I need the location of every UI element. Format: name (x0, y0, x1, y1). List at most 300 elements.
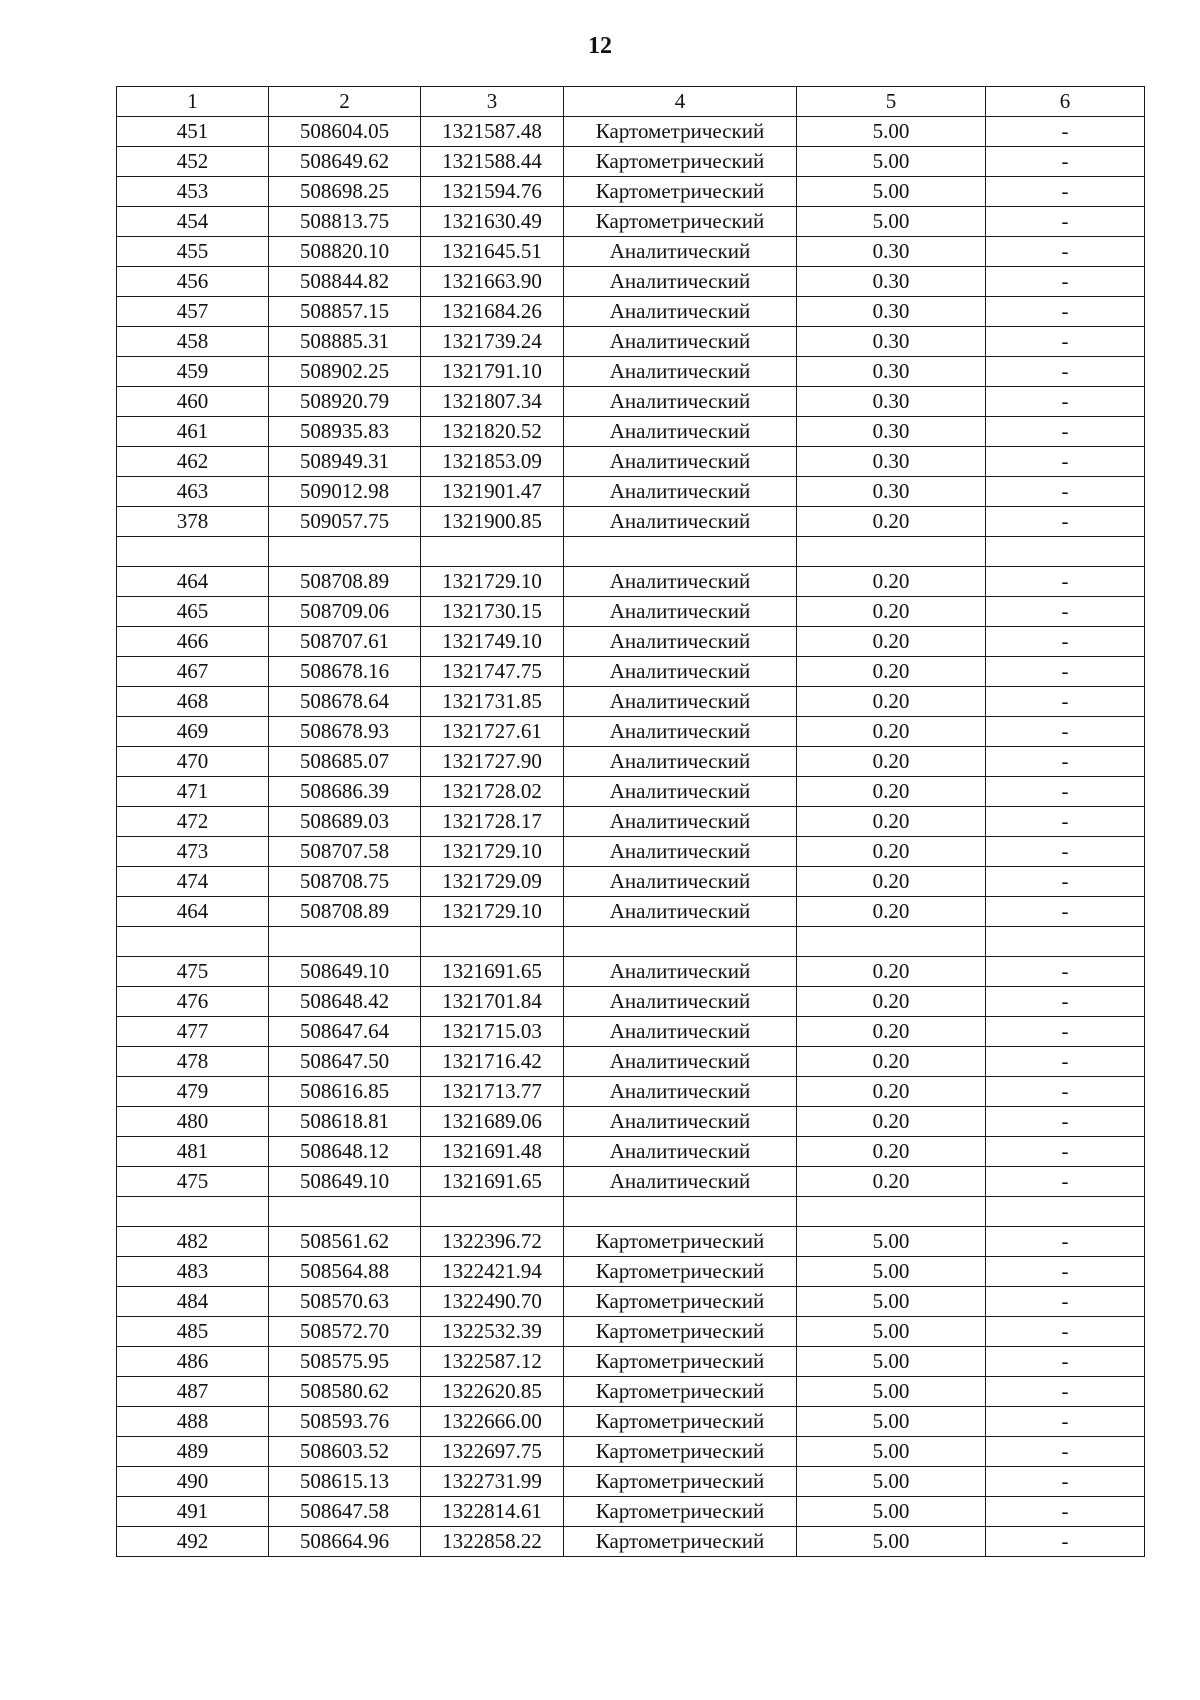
cell-point-number: 453 (117, 177, 269, 207)
cell-method: Аналитический (564, 447, 797, 477)
table-row (117, 327, 1145, 357)
table-row (117, 507, 1145, 537)
cell-point-number: 480 (117, 1107, 269, 1137)
table-row (117, 1377, 1145, 1407)
cell-x: 508685.07 (269, 747, 421, 777)
header-cell-y: 3 (421, 87, 564, 117)
cell-y: 1322858.22 (421, 1527, 564, 1557)
cell-y: 1321727.90 (421, 747, 564, 777)
cell-y (421, 537, 564, 567)
cell-x: 508572.70 (269, 1317, 421, 1347)
cell-y: 1321729.09 (421, 867, 564, 897)
cell-point-number: 456 (117, 267, 269, 297)
cell-accuracy: 0.30 (797, 237, 986, 267)
cell-accuracy: 5.00 (797, 1257, 986, 1287)
cell-method: Картометрический (564, 1347, 797, 1377)
cell-x: 508664.96 (269, 1527, 421, 1557)
cell-point-number: 465 (117, 597, 269, 627)
cell-y: 1321701.84 (421, 987, 564, 1017)
cell-point-number: 475 (117, 957, 269, 987)
cell-accuracy: 0.20 (797, 507, 986, 537)
cell-x: 508649.62 (269, 147, 421, 177)
table-row (117, 1227, 1145, 1257)
cell-accuracy: 5.00 (797, 1497, 986, 1527)
cell-point-number: 462 (117, 447, 269, 477)
table-row (117, 597, 1145, 627)
table-row (117, 897, 1145, 927)
cell-point-number: 458 (117, 327, 269, 357)
cell-y: 1321691.65 (421, 1167, 564, 1197)
cell-accuracy: 0.20 (797, 1107, 986, 1137)
cell-method: Картометрический (564, 1377, 797, 1407)
cell-accuracy: 0.30 (797, 267, 986, 297)
cell-x: 508678.64 (269, 687, 421, 717)
cell-point-number: 378 (117, 507, 269, 537)
cell-accuracy: 0.20 (797, 627, 986, 657)
cell-x: 508935.83 (269, 417, 421, 447)
cell-point-number: 476 (117, 987, 269, 1017)
table-row (117, 777, 1145, 807)
cell-method: Аналитический (564, 687, 797, 717)
cell-x: 508708.89 (269, 567, 421, 597)
cell-y (421, 927, 564, 957)
cell-accuracy: 0.20 (797, 1017, 986, 1047)
cell-point-number: 479 (117, 1077, 269, 1107)
cell-point-number (117, 1197, 269, 1227)
cell-accuracy: 0.30 (797, 387, 986, 417)
cell-x: 508902.25 (269, 357, 421, 387)
table-row (117, 837, 1145, 867)
cell-accuracy: 0.20 (797, 1137, 986, 1167)
cell-description: - (986, 1497, 1145, 1527)
cell-description: - (986, 567, 1145, 597)
table-row (117, 1017, 1145, 1047)
cell-x: 508813.75 (269, 207, 421, 237)
table-row (117, 147, 1145, 177)
cell-point-number: 463 (117, 477, 269, 507)
cell-method: Картометрический (564, 1527, 797, 1557)
cell-description: - (986, 1467, 1145, 1497)
table-row (117, 207, 1145, 237)
table-row (117, 1287, 1145, 1317)
cell-description: - (986, 417, 1145, 447)
cell-x (269, 1197, 421, 1227)
cell-accuracy: 0.20 (797, 567, 986, 597)
cell-method: Аналитический (564, 327, 797, 357)
cell-x: 508561.62 (269, 1227, 421, 1257)
cell-point-number (117, 927, 269, 957)
table-row (117, 807, 1145, 837)
cell-description: - (986, 747, 1145, 777)
cell-description: - (986, 207, 1145, 237)
cell-point-number: 491 (117, 1497, 269, 1527)
header-cell-point-number: 1 (117, 87, 269, 117)
cell-y: 1321663.90 (421, 267, 564, 297)
cell-description (986, 1197, 1145, 1227)
table-row (117, 1437, 1145, 1467)
cell-y: 1321730.15 (421, 597, 564, 627)
cell-accuracy: 5.00 (797, 1437, 986, 1467)
cell-accuracy: 5.00 (797, 1317, 986, 1347)
cell-accuracy: 0.30 (797, 327, 986, 357)
cell-description: - (986, 987, 1145, 1017)
cell-method: Аналитический (564, 1047, 797, 1077)
cell-accuracy: 0.20 (797, 987, 986, 1017)
cell-x: 508649.10 (269, 1167, 421, 1197)
cell-description: - (986, 777, 1145, 807)
cell-point-number: 485 (117, 1317, 269, 1347)
cell-y: 1321728.17 (421, 807, 564, 837)
cell-point-number: 454 (117, 207, 269, 237)
cell-description: - (986, 477, 1145, 507)
cell-point-number: 471 (117, 777, 269, 807)
cell-point-number: 459 (117, 357, 269, 387)
cell-accuracy: 5.00 (797, 1347, 986, 1377)
cell-method: Аналитический (564, 237, 797, 267)
cell-description: - (986, 1317, 1145, 1347)
cell-point-number: 483 (117, 1257, 269, 1287)
cell-point-number (117, 537, 269, 567)
cell-y (421, 1197, 564, 1227)
cell-x (269, 537, 421, 567)
cell-y: 1321900.85 (421, 507, 564, 537)
cell-x: 508648.42 (269, 987, 421, 1017)
cell-x: 508618.81 (269, 1107, 421, 1137)
cell-x: 508575.95 (269, 1347, 421, 1377)
cell-description: - (986, 117, 1145, 147)
cell-method: Картометрический (564, 177, 797, 207)
table-body (117, 117, 1145, 1557)
cell-y: 1321747.75 (421, 657, 564, 687)
cell-y: 1321749.10 (421, 627, 564, 657)
cell-method: Аналитический (564, 1107, 797, 1137)
cell-y: 1321645.51 (421, 237, 564, 267)
cell-method: Аналитический (564, 1137, 797, 1167)
page-number: 12 (588, 33, 612, 59)
table-row (117, 657, 1145, 687)
cell-y: 1321739.24 (421, 327, 564, 357)
cell-description: - (986, 1287, 1145, 1317)
cell-y: 1322532.39 (421, 1317, 564, 1347)
cell-y: 1321691.65 (421, 957, 564, 987)
cell-method: Аналитический (564, 807, 797, 837)
cell-y: 1321691.48 (421, 1137, 564, 1167)
cell-method: Картометрический (564, 117, 797, 147)
cell-point-number: 478 (117, 1047, 269, 1077)
cell-accuracy: 0.20 (797, 837, 986, 867)
cell-description: - (986, 717, 1145, 747)
cell-method: Картометрический (564, 1437, 797, 1467)
cell-description: - (986, 1377, 1145, 1407)
cell-method: Аналитический (564, 597, 797, 627)
cell-accuracy: 0.20 (797, 957, 986, 987)
cell-point-number: 452 (117, 147, 269, 177)
table-row (117, 1407, 1145, 1437)
cell-method: Аналитический (564, 387, 797, 417)
cell-description: - (986, 357, 1145, 387)
cell-y: 1321731.85 (421, 687, 564, 717)
cell-y: 1321853.09 (421, 447, 564, 477)
cell-description: - (986, 387, 1145, 417)
table-row (117, 1107, 1145, 1137)
cell-description: - (986, 627, 1145, 657)
cell-description: - (986, 297, 1145, 327)
cell-y: 1321729.10 (421, 567, 564, 597)
cell-description: - (986, 1257, 1145, 1287)
table-row-separator (117, 1197, 1145, 1227)
cell-description (986, 537, 1145, 567)
table-row (117, 747, 1145, 777)
cell-method: Аналитический (564, 567, 797, 597)
cell-accuracy: 5.00 (797, 1407, 986, 1437)
cell-accuracy: 0.30 (797, 417, 986, 447)
cell-method: Картометрический (564, 1407, 797, 1437)
cell-method: Картометрический (564, 1287, 797, 1317)
cell-accuracy: 0.20 (797, 1167, 986, 1197)
cell-y: 1321715.03 (421, 1017, 564, 1047)
cell-y: 1322731.99 (421, 1467, 564, 1497)
cell-point-number: 472 (117, 807, 269, 837)
cell-accuracy (797, 1197, 986, 1227)
cell-accuracy: 0.20 (797, 1047, 986, 1077)
cell-description: - (986, 1137, 1145, 1167)
table-row (117, 117, 1145, 147)
cell-y: 1321630.49 (421, 207, 564, 237)
table-row (117, 867, 1145, 897)
cell-method: Аналитический (564, 897, 797, 927)
cell-method (564, 927, 797, 957)
cell-accuracy: 0.20 (797, 747, 986, 777)
header-cell-x: 2 (269, 87, 421, 117)
cell-point-number: 468 (117, 687, 269, 717)
cell-y: 1322396.72 (421, 1227, 564, 1257)
cell-y: 1321594.76 (421, 177, 564, 207)
cell-description: - (986, 267, 1145, 297)
cell-description: - (986, 1227, 1145, 1257)
cell-point-number: 482 (117, 1227, 269, 1257)
cell-x: 508708.75 (269, 867, 421, 897)
cell-point-number: 487 (117, 1377, 269, 1407)
cell-x: 508649.10 (269, 957, 421, 987)
cell-point-number: 486 (117, 1347, 269, 1377)
cell-x: 508678.16 (269, 657, 421, 687)
cell-accuracy (797, 537, 986, 567)
cell-point-number: 461 (117, 417, 269, 447)
cell-point-number: 490 (117, 1467, 269, 1497)
cell-accuracy: 5.00 (797, 1377, 986, 1407)
cell-x: 508920.79 (269, 387, 421, 417)
table-row (117, 237, 1145, 267)
cell-y: 1322620.85 (421, 1377, 564, 1407)
cell-point-number: 466 (117, 627, 269, 657)
cell-accuracy (797, 927, 986, 957)
cell-x: 508570.63 (269, 1287, 421, 1317)
table-row (117, 1257, 1145, 1287)
cell-method: Аналитический (564, 357, 797, 387)
table-row (117, 177, 1145, 207)
cell-method: Аналитический (564, 267, 797, 297)
cell-x: 508885.31 (269, 327, 421, 357)
cell-x: 508686.39 (269, 777, 421, 807)
cell-x: 508820.10 (269, 237, 421, 267)
cell-description: - (986, 687, 1145, 717)
cell-point-number: 469 (117, 717, 269, 747)
cell-x: 508580.62 (269, 1377, 421, 1407)
cell-method: Аналитический (564, 987, 797, 1017)
cell-y: 1321820.52 (421, 417, 564, 447)
cell-description: - (986, 1047, 1145, 1077)
cell-accuracy: 5.00 (797, 207, 986, 237)
header-row (117, 87, 1145, 117)
cell-point-number: 477 (117, 1017, 269, 1047)
cell-x: 508603.52 (269, 1437, 421, 1467)
cell-y: 1321689.06 (421, 1107, 564, 1137)
cell-description: - (986, 447, 1145, 477)
cell-y: 1322421.94 (421, 1257, 564, 1287)
table-row (117, 1317, 1145, 1347)
table-row (117, 387, 1145, 417)
cell-point-number: 492 (117, 1527, 269, 1557)
cell-accuracy: 0.20 (797, 1077, 986, 1107)
cell-x: 508678.93 (269, 717, 421, 747)
cell-description: - (986, 1527, 1145, 1557)
cell-accuracy: 0.30 (797, 447, 986, 477)
cell-accuracy: 0.20 (797, 657, 986, 687)
cell-description: - (986, 237, 1145, 267)
cell-accuracy: 0.20 (797, 897, 986, 927)
cell-x: 508707.61 (269, 627, 421, 657)
table-row (117, 1167, 1145, 1197)
cell-point-number: 481 (117, 1137, 269, 1167)
cell-y: 1321587.48 (421, 117, 564, 147)
table-row (117, 267, 1145, 297)
table-row (117, 1137, 1145, 1167)
cell-y: 1322666.00 (421, 1407, 564, 1437)
table-row (117, 627, 1145, 657)
cell-y: 1321807.34 (421, 387, 564, 417)
cell-accuracy: 5.00 (797, 1227, 986, 1257)
cell-point-number: 475 (117, 1167, 269, 1197)
header-cell-method: 4 (564, 87, 797, 117)
cell-method: Аналитический (564, 297, 797, 327)
cell-description: - (986, 1167, 1145, 1197)
cell-method: Картометрический (564, 207, 797, 237)
cell-y: 1321729.10 (421, 897, 564, 927)
cell-x: 508857.15 (269, 297, 421, 327)
cell-point-number: 473 (117, 837, 269, 867)
cell-y: 1322587.12 (421, 1347, 564, 1377)
cell-method: Аналитический (564, 777, 797, 807)
table-row (117, 1347, 1145, 1377)
cell-accuracy: 0.20 (797, 807, 986, 837)
cell-y: 1321588.44 (421, 147, 564, 177)
table-row (117, 297, 1145, 327)
cell-y: 1321716.42 (421, 1047, 564, 1077)
cell-method: Аналитический (564, 627, 797, 657)
cell-x: 508648.12 (269, 1137, 421, 1167)
table-header (117, 87, 1145, 117)
cell-method: Аналитический (564, 867, 797, 897)
cell-point-number: 464 (117, 897, 269, 927)
cell-x: 508616.85 (269, 1077, 421, 1107)
cell-accuracy: 0.30 (797, 357, 986, 387)
table-row (117, 957, 1145, 987)
cell-x: 508949.31 (269, 447, 421, 477)
cell-description: - (986, 897, 1145, 927)
cell-x: 508604.05 (269, 117, 421, 147)
cell-x: 508647.64 (269, 1017, 421, 1047)
table-row (117, 987, 1145, 1017)
cell-x: 508708.89 (269, 897, 421, 927)
cell-point-number: 489 (117, 1437, 269, 1467)
cell-x: 509057.75 (269, 507, 421, 537)
cell-method: Картометрический (564, 147, 797, 177)
cell-y: 1322814.61 (421, 1497, 564, 1527)
cell-y: 1321901.47 (421, 477, 564, 507)
table-row (117, 1497, 1145, 1527)
cell-accuracy: 0.20 (797, 687, 986, 717)
cell-y: 1322490.70 (421, 1287, 564, 1317)
cell-x: 509012.98 (269, 477, 421, 507)
cell-point-number: 474 (117, 867, 269, 897)
cell-method: Аналитический (564, 417, 797, 447)
cell-y: 1321713.77 (421, 1077, 564, 1107)
cell-description: - (986, 657, 1145, 687)
cell-accuracy: 0.20 (797, 717, 986, 747)
cell-x: 508689.03 (269, 807, 421, 837)
cell-x: 508615.13 (269, 1467, 421, 1497)
cell-method: Аналитический (564, 1077, 797, 1107)
cell-y: 1321684.26 (421, 297, 564, 327)
cell-x: 508698.25 (269, 177, 421, 207)
cell-point-number: 457 (117, 297, 269, 327)
cell-description: - (986, 147, 1145, 177)
cell-description: - (986, 837, 1145, 867)
cell-x: 508647.50 (269, 1047, 421, 1077)
table-row (117, 687, 1145, 717)
table-row (117, 717, 1145, 747)
cell-method: Аналитический (564, 957, 797, 987)
cell-y: 1322697.75 (421, 1437, 564, 1467)
cell-description: - (986, 1407, 1145, 1437)
cell-description: - (986, 1437, 1145, 1467)
table-row (117, 567, 1145, 597)
cell-description: - (986, 1017, 1145, 1047)
cell-description: - (986, 177, 1145, 207)
cell-point-number: 455 (117, 237, 269, 267)
cell-method: Картометрический (564, 1467, 797, 1497)
cell-accuracy: 0.20 (797, 867, 986, 897)
table-row (117, 1467, 1145, 1497)
cell-point-number: 484 (117, 1287, 269, 1317)
cell-method: Аналитический (564, 1017, 797, 1047)
cell-method (564, 1197, 797, 1227)
cell-x: 508647.58 (269, 1497, 421, 1527)
cell-accuracy: 0.30 (797, 297, 986, 327)
cell-y: 1321791.10 (421, 357, 564, 387)
cell-description: - (986, 1077, 1145, 1107)
cell-description: - (986, 1347, 1145, 1377)
cell-accuracy: 0.30 (797, 477, 986, 507)
cell-method: Картометрический (564, 1497, 797, 1527)
table-row (117, 357, 1145, 387)
cell-point-number: 488 (117, 1407, 269, 1437)
cell-description: - (986, 867, 1145, 897)
cell-accuracy: 5.00 (797, 147, 986, 177)
cell-accuracy: 5.00 (797, 177, 986, 207)
table-row-separator (117, 537, 1145, 567)
cell-accuracy: 5.00 (797, 117, 986, 147)
